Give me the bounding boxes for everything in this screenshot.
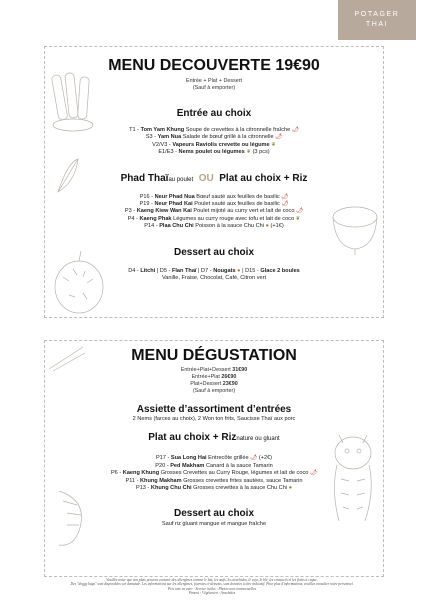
durian-illustration bbox=[49, 247, 109, 317]
footer-line4: Piment - Végétarien - Arachides bbox=[188, 591, 236, 596]
menu2-plat-1: P20 - Ped Makham Canard à la sauce Tamarin bbox=[155, 462, 273, 469]
menu2-dessert-title: Dessert au choix bbox=[173, 508, 255, 520]
chili-icon: 🌶 bbox=[309, 470, 318, 477]
menu2-price-1: Entrée+Plat 26€90 bbox=[191, 374, 237, 380]
menu1-dessert-title: Dessert au choix bbox=[173, 246, 255, 258]
peanut-icon: ● bbox=[265, 223, 269, 230]
menu2-price-0: Entrée+Plat+Dessert 31€90 bbox=[180, 367, 248, 373]
footer-line1: Veuillez noter que nos plats peuvent contenir des allergènes comme le lait, les œufs, les arachides, le soja, le blé, les crustacés et les fruits à coque. bbox=[106, 578, 318, 582]
footer-line2: Des "doggy bags" sont disponibles sur demande. Les informations sur les allergènes, fournies ci-dessous, sont données à titre indicatif. Pour plus d'informations, veuillez consulter notre personnel. bbox=[70, 582, 354, 587]
menu2-dessert-desc: Sauf riz gluant mangue et mangue fraîche bbox=[161, 521, 267, 528]
brand-line2: THAI bbox=[365, 21, 389, 28]
spring-rolls-illustration bbox=[49, 67, 97, 137]
vegetarian-icon: ❦ bbox=[295, 215, 301, 222]
menu2-plat-2: P6 - Kaeng Khung Grosses Crevettes au Curry Rouge, légumes et lait de coco 🌶 bbox=[110, 470, 318, 477]
brand-badge bbox=[338, 0, 416, 40]
leaf-illustration bbox=[53, 157, 83, 197]
vegetarian-icon: ❦ bbox=[271, 141, 276, 148]
menu1-entree-1: S3 - Yam Nua Salade de bœuf grillé à la citronnelle 🌶 bbox=[145, 134, 283, 141]
menu1-title: MENU DECOUVERTE 19€90 bbox=[108, 57, 320, 74]
soup-bowl-illustration bbox=[315, 197, 384, 257]
menu1-plat-3: P4 - Kaeng Phak Légumes au curry rouge avec tofu et lait de coco ❦ bbox=[127, 215, 301, 222]
allergen-footer bbox=[60, 578, 364, 596]
chili-icon: 🌶 bbox=[275, 134, 283, 141]
menu1-plat-1: P19 - Neur Phad Kai Poulet sauté aux feuilles de basilic 🌶 bbox=[139, 201, 289, 208]
menu1-subtitle2: (Sauf à emporter) bbox=[192, 85, 236, 91]
tiger-illustration bbox=[313, 431, 381, 531]
menu1-plat-4: P14 - Plaa Chu Chi Poisson à la sauce Chu Chi ● (+1€) bbox=[144, 223, 284, 230]
menu1-plat-2: P3 - Kaeng Kiew Wan Kai Poulet mijoté au curry vert et lait de coco 🌶 bbox=[124, 208, 304, 215]
menu2-plat-0: P17 - Sua Long Hai Entrecôte grillée 🌶 (+2€) bbox=[155, 455, 273, 462]
footer-line3: Prix nets en euro - Service inclus - Photos non contractuelles bbox=[167, 586, 257, 591]
menu2-plat-title: Plat au choix + Riznature ou gluant bbox=[148, 432, 280, 444]
menu1-entree-title: Entrée au choix bbox=[176, 108, 252, 119]
menu2-entree-title: Assiette d’assortiment d’entrées bbox=[136, 404, 292, 415]
peanut-icon: ● bbox=[288, 485, 293, 492]
chili-icon: 🌶 bbox=[250, 455, 258, 462]
or-label: OU bbox=[198, 172, 214, 184]
menu2-plat-3: P11 - Khung Makham Grosses crevettes frites sautées, sauce Tamarin bbox=[125, 477, 303, 484]
menu2-entree-desc: 2 Nems (farces au choix), 2 Won ton frits, Saucisse Thaï aux porc bbox=[132, 416, 296, 422]
menu2-note: (Sauf à emporter) bbox=[192, 388, 236, 394]
menu1-entree-0: T1 - Tom Yam Khung Soupe de crevettes à la citronnelle fraîche 🌶 bbox=[129, 127, 299, 133]
shrimp-illustration bbox=[49, 481, 95, 551]
chili-icon: 🌶 bbox=[281, 201, 289, 208]
menu-degustation-card bbox=[44, 340, 384, 577]
menu2-title: MENU DÉGUSTATION bbox=[131, 347, 297, 364]
menu1-subtitle1: Entrée + Plat + Dessert bbox=[185, 78, 243, 84]
chili-icon: 🌶 bbox=[291, 127, 299, 133]
menu1-entree-3: E1/E3 - Nems poulet ou légumes ❦ (3 pcs) bbox=[158, 149, 270, 156]
menu2-price-2: Plat+Dessert 23€90 bbox=[190, 381, 238, 387]
chopsticks-illustration bbox=[47, 343, 87, 373]
menu1-plat-title: Phad Thaïau poulet OU Plat au choix + Riz bbox=[120, 172, 308, 184]
menu1-dessert-line: D4 - Litchi | D5 - Flan Thaï | D7 - Nougats ● | D15 - Glace 2 boules bbox=[128, 267, 300, 274]
menu1-entree-2: V2/V3 - Vapeurs Raviolis crevette ou légume ❦ bbox=[152, 141, 276, 148]
menu-decouverte-card bbox=[44, 46, 384, 318]
vegetarian-icon: ❦ bbox=[246, 149, 252, 156]
peanut-icon: ● bbox=[237, 267, 241, 274]
chili-icon: 🌶 bbox=[281, 193, 289, 200]
chili-icon: 🌶 bbox=[296, 208, 304, 215]
menu2-plat-4: P13 - Khung Chu Chi Grosses crevettes à la sauce Chu Chi ● bbox=[135, 485, 293, 492]
brand-line1: POTAGER bbox=[354, 11, 400, 18]
menu1-plat-0: P16 - Neur Phad Nua Bœuf sauté aux feuilles de basilic 🌶 bbox=[139, 193, 289, 200]
menu1-dessert-sub: Vanille, Fraise, Chocolat, Café, Citron vert bbox=[161, 275, 267, 282]
